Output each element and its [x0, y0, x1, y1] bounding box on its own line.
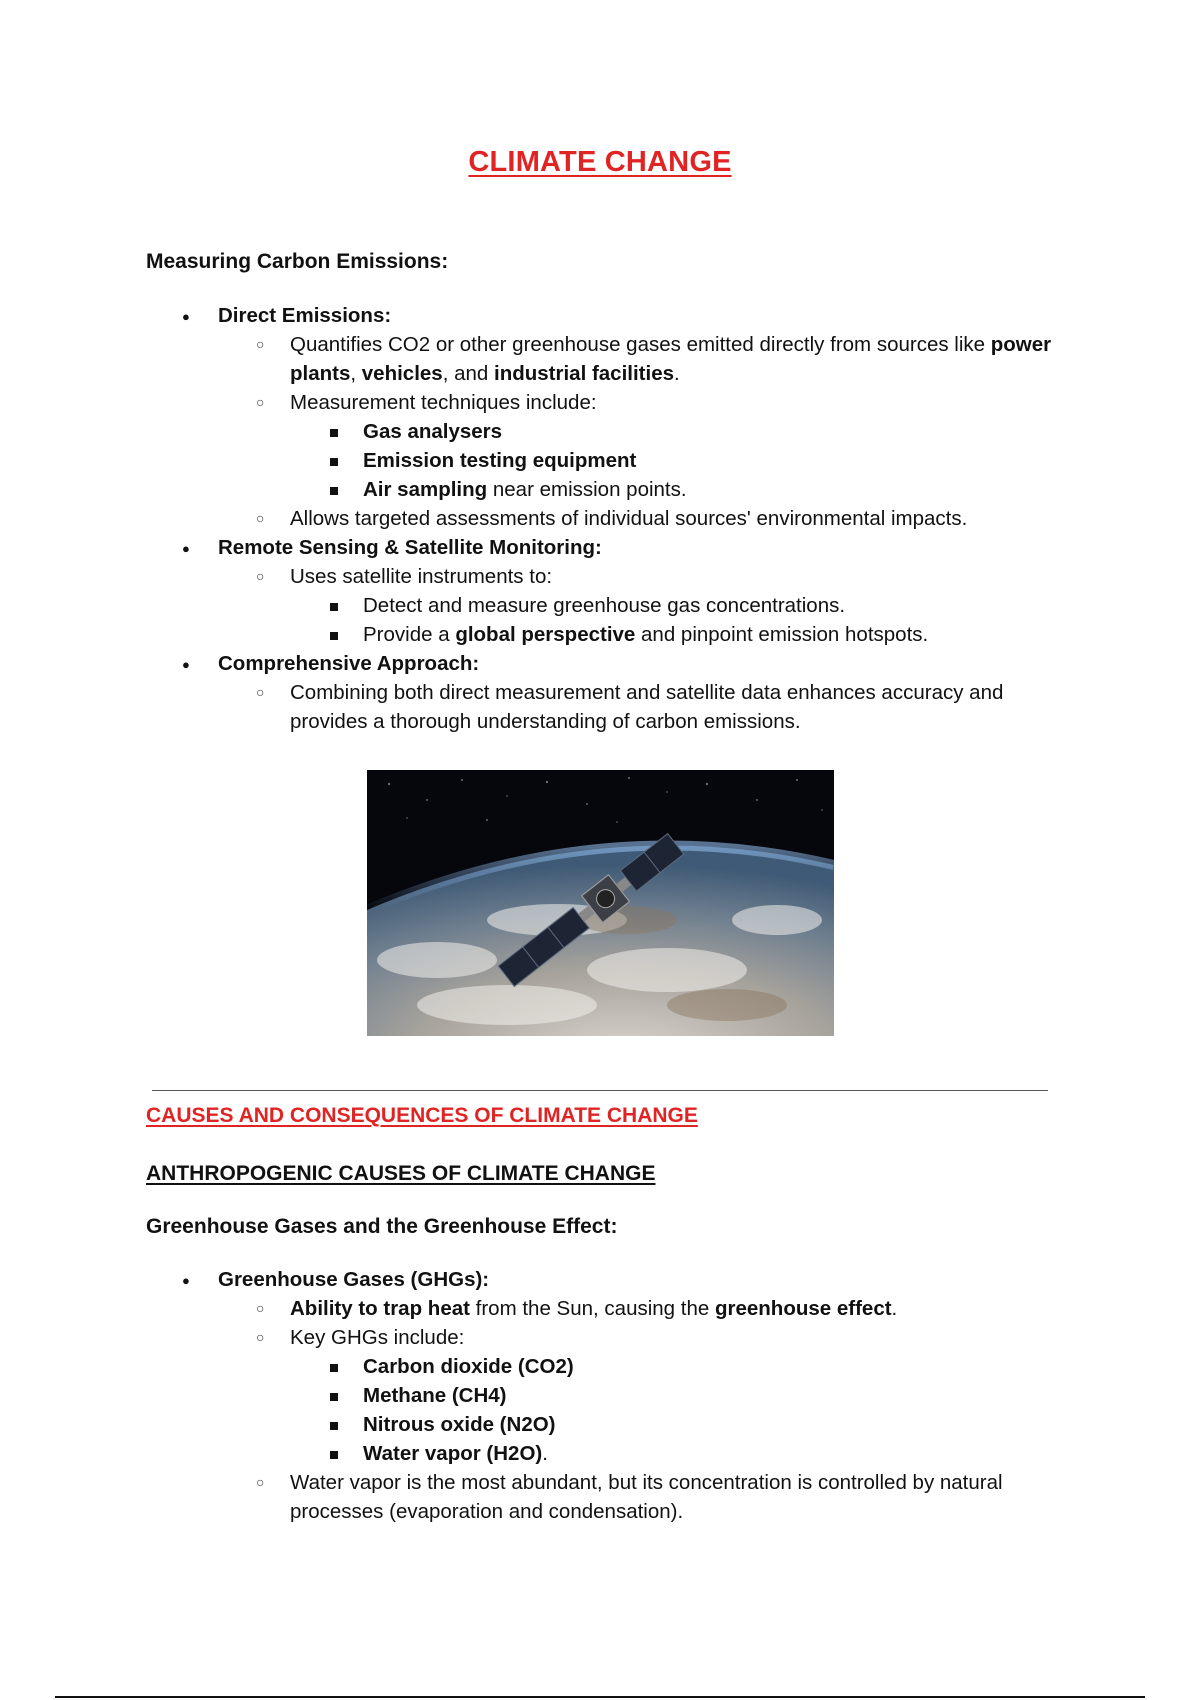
list-item-ch4: Methane (CH4)	[146, 1381, 1066, 1410]
measuring-heading: Measuring Carbon Emissions:	[146, 250, 449, 273]
list-item-techniques: ○ Measurement techniques include:	[146, 388, 1066, 417]
list-item-key-ghgs: ○ Key GHGs include:	[146, 1323, 1066, 1352]
measuring-list	[146, 301, 1066, 736]
section-divider	[152, 1090, 1048, 1091]
list-item-gas-analysers: Gas analysers	[146, 417, 1066, 446]
ghg-heading: Greenhouse Gases and the Greenhouse Effect:	[146, 1215, 618, 1238]
list-item-emission-testing: Emission testing equipment	[146, 446, 1066, 475]
list-item-provide: Provide a global perspective and pinpoint emission hotspots.	[146, 620, 1066, 649]
list-item-detect: Detect and measure greenhouse gas concentrations.	[146, 591, 1066, 620]
satellite-illustration	[367, 770, 834, 1036]
list-item-direct-emissions: ● Direct Emissions:	[146, 301, 1066, 330]
anthropogenic-heading: ANTHROPOGENIC CAUSES OF CLIMATE CHANGE	[146, 1162, 656, 1185]
satellite-earth-image	[367, 770, 834, 1036]
page-bottom-rule	[55, 1696, 1145, 1698]
list-item-uses-satellite: ○ Uses satellite instruments to:	[146, 562, 1066, 591]
list-item-n2o: Nitrous oxide (N2O)	[146, 1410, 1066, 1439]
list-item-quantifies: ○ Quantifies CO2 or other greenhouse gases emitted directly from sources like power plants, vehicles, and industrial facilities.	[146, 330, 1066, 388]
list-item-trap-heat: ○ Ability to trap heat from the Sun, causing the greenhouse effect.	[146, 1294, 1066, 1323]
causes-heading: CAUSES AND CONSEQUENCES OF CLIMATE CHANGE	[146, 1104, 698, 1127]
list-item-comprehensive: ● Comprehensive Approach:	[146, 649, 1066, 678]
ghg-list	[146, 1265, 1066, 1526]
list-item-air-sampling: Air sampling near emission points.	[146, 475, 1066, 504]
list-item-h2o: Water vapor (H2O).	[146, 1439, 1066, 1468]
list-item-ghgs: ● Greenhouse Gases (GHGs):	[146, 1265, 1066, 1294]
list-item-combining: ○ Combining both direct measurement and satellite data enhances accuracy and provides a thorough understanding of carbon emissions.	[146, 678, 1066, 736]
page-title: CLIMATE CHANGE	[468, 146, 732, 178]
list-item-water-vapor-note: ○ Water vapor is the most abundant, but its concentration is controlled by natural processes (evaporation and condensation).	[146, 1468, 1066, 1526]
list-item-remote-sensing: ● Remote Sensing & Satellite Monitoring:	[146, 533, 1066, 562]
list-item-allows: ○ Allows targeted assessments of individual sources' environmental impacts.	[146, 504, 1066, 533]
list-item-co2: Carbon dioxide (CO2)	[146, 1352, 1066, 1381]
